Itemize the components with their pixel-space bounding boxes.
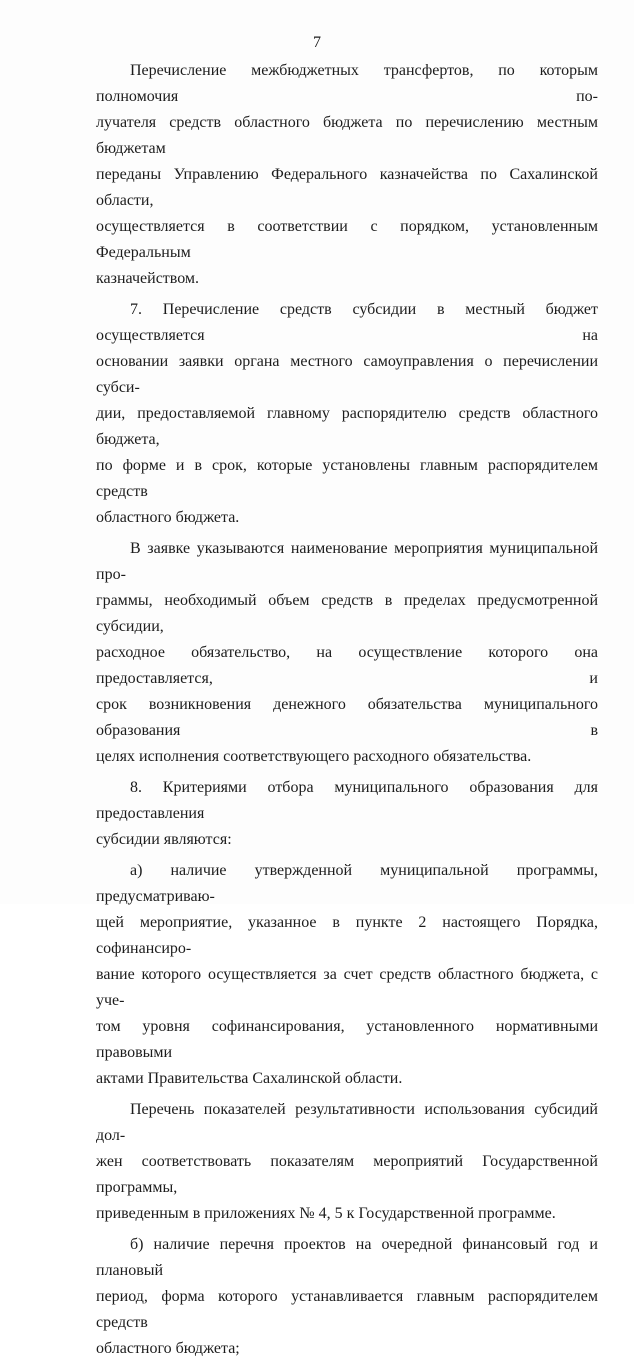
paragraph-criterion-a [96,858,598,1092]
text-line: основании заявки органа местного самоуправления о перечислении субси- [96,353,598,396]
text-line: лучателя средств областного бюджета по перечислению местным бюджетам [96,114,598,157]
text-line: расходное обязательство, на осуществление которого она предоставляется, и [96,644,598,687]
text-line: казначейством. [96,270,200,287]
text-line: вание которого осуществляется за счет средств областного бюджета, с уче- [96,966,598,1009]
text-line: период, форма которого устанавливается главным распорядителем средств [96,1288,598,1331]
paragraph-criterion-b [96,1232,598,1362]
text-line: осуществляется в соответствии с порядком, установленным Федеральным [96,218,598,261]
paragraph-item-7 [96,297,598,531]
paragraph-transfers [96,58,598,292]
text-line: Перечисление межбюджетных трансфертов, по которым полномочия по- [96,62,598,105]
text-line: актами Правительства Сахалинской области. [96,1070,403,1087]
text-line: б) наличие перечня проектов на очередной финансовый год и плановый [96,1236,598,1279]
text-line: по форме и в срок, которые установлены главным распорядителем средств [96,457,598,500]
paragraph-indicators [96,1097,598,1227]
text-line: 7. Перечисление средств субсидии в местный бюджет осуществляется на [96,301,598,344]
text-line: приведенным в приложениях № 4, 5 к Государственной программе. [96,1205,556,1222]
text-line: целях исполнения соответствующего расходного обязательства. [96,748,532,765]
document-body [96,58,598,1367]
text-line: щей мероприятие, указанное в пункте 2 настоящего Порядка, софинансиро- [96,914,598,957]
text-line: переданы Управлению Федерального казначейства по Сахалинской области, [96,166,598,209]
text-line: областного бюджета. [96,509,240,526]
text-line: срок возникновения денежного обязательства муниципального образования в [96,696,598,739]
text-line: граммы, необходимый объем средств в пределах предусмотренной субсидии, [96,592,598,635]
text-line: Перечень показателей результативности использования субсидий дол- [96,1101,598,1144]
text-line: том уровня софинансирования, установленного нормативными правовыми [96,1018,598,1061]
text-line: субсидии являются: [96,831,232,848]
text-line: В заявке указываются наименование мероприятия муниципальной про- [96,540,598,583]
page-number: 7 [313,34,321,51]
text-line: дии, предоставляемой главному распорядителю средств областного бюджета, [96,405,598,448]
paragraph-item-8 [96,775,598,853]
paragraph-application [96,536,598,770]
text-line: а) наличие утвержденной муниципальной программы, предусматриваю- [96,862,598,905]
text-line: жен соответствовать показателям мероприятий Государственной программы, [96,1153,598,1196]
text-line: 8. Критериями отбора муниципального образования для предоставления [96,779,598,822]
text-line: областного бюджета; [96,1340,240,1357]
